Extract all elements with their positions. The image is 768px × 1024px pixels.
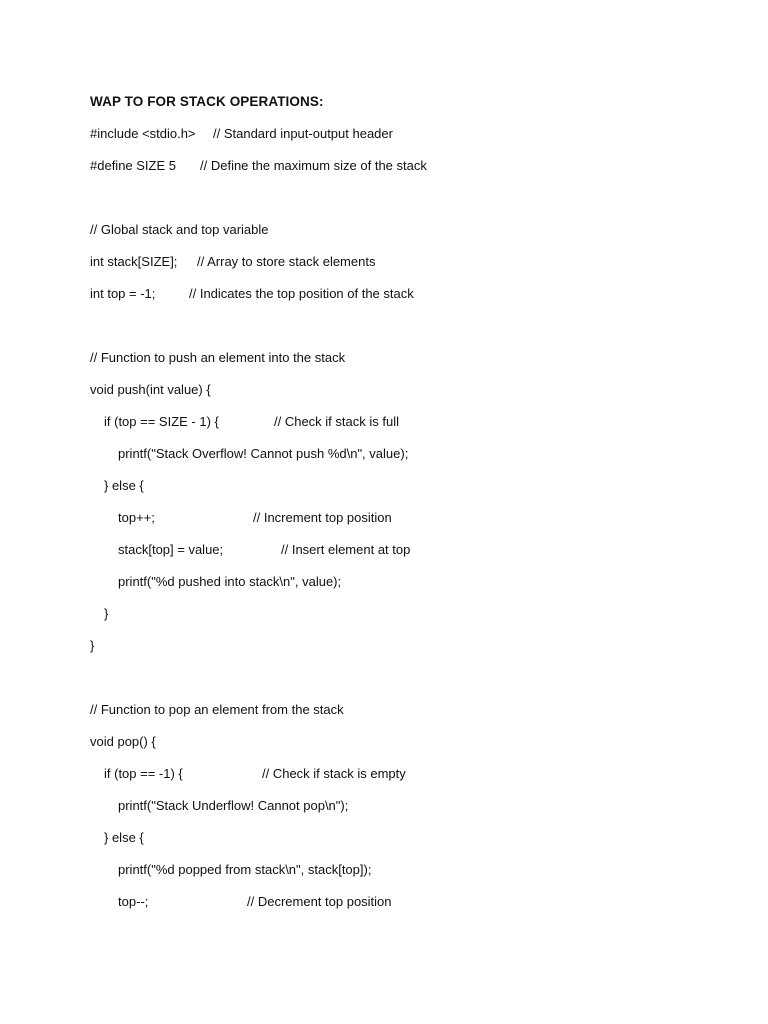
code-comment: // Insert element at top [281, 542, 411, 557]
code-line [0, 796, 768, 816]
document-title: WAP TO FOR STACK OPERATIONS: [90, 94, 324, 109]
code-text: int stack[SIZE]; [90, 254, 178, 269]
code-comment: // Array to store stack elements [197, 254, 376, 269]
code-comment: // Check if stack is full [274, 414, 399, 429]
code-text: printf("%d popped from stack\n", stack[top]); [118, 862, 372, 877]
code-line [0, 828, 768, 848]
code-text: #define SIZE 5 [90, 158, 176, 173]
code-line [0, 476, 768, 496]
code-comment: // Decrement top position [247, 894, 392, 909]
code-comment: // Define the maximum size of the stack [200, 158, 427, 173]
code-text: void pop() { [90, 734, 156, 749]
code-line [0, 604, 768, 624]
code-line [0, 124, 768, 144]
code-text: // Function to pop an element from the stack [90, 702, 344, 717]
code-line [0, 508, 768, 528]
code-comment: // Increment top position [253, 510, 392, 525]
code-line [0, 860, 768, 880]
code-text: if (top == SIZE - 1) { [104, 414, 219, 429]
code-text: printf("Stack Underflow! Cannot pop\n"); [118, 798, 349, 813]
code-text: #include <stdio.h> [90, 126, 196, 141]
code-line [0, 380, 768, 400]
code-comment: // Standard input-output header [213, 126, 393, 141]
code-text: void push(int value) { [90, 382, 211, 397]
code-text: top++; [118, 510, 155, 525]
code-text: // Global stack and top variable [90, 222, 269, 237]
code-text: stack[top] = value; [118, 542, 224, 557]
code-line [0, 572, 768, 592]
code-line [0, 348, 768, 368]
code-text: printf("Stack Overflow! Cannot push %d\n", value); [118, 446, 409, 461]
code-text: } else { [104, 830, 144, 845]
code-text: } [104, 606, 109, 621]
code-text: // Function to push an element into the stack [90, 350, 346, 365]
code-text: printf("%d pushed into stack\n", value); [118, 574, 342, 589]
code-line [0, 412, 768, 432]
code-comment: // Check if stack is empty [262, 766, 406, 781]
code-line [0, 444, 768, 464]
code-line [0, 732, 768, 752]
code-line [0, 764, 768, 784]
code-text: int top = -1; [90, 286, 156, 301]
code-line [0, 700, 768, 720]
code-line [0, 636, 768, 656]
code-text: top--; [118, 894, 149, 909]
code-text: } [90, 638, 95, 653]
code-line [0, 156, 768, 176]
code-text: if (top == -1) { [104, 766, 183, 781]
code-line [0, 252, 768, 272]
code-line [0, 220, 768, 240]
code-comment: // Indicates the top position of the stack [189, 286, 414, 301]
code-line [0, 540, 768, 560]
code-line [0, 284, 768, 304]
code-text: } else { [104, 478, 144, 493]
code-line [0, 892, 768, 912]
